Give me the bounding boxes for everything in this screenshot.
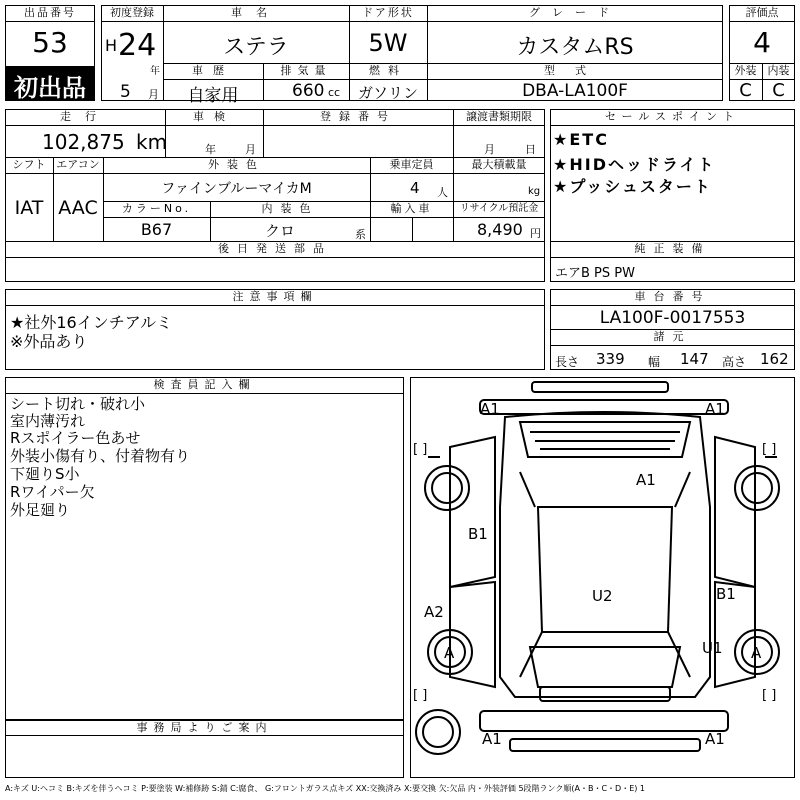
interior-color: クロ xyxy=(264,222,295,240)
shift-label: シフト xyxy=(12,158,46,171)
color: ファインブルーマイカM xyxy=(161,181,312,197)
name-label: 車名 xyxy=(231,6,281,19)
capacity-unit: 人 xyxy=(437,186,448,199)
door: 5W xyxy=(368,29,408,57)
office-label: 事務局よりご案内 xyxy=(136,721,273,734)
bracket: [ ] xyxy=(413,688,428,703)
transfer-label: 譲渡書類期限 xyxy=(466,110,532,123)
model-label: 型式 xyxy=(544,64,606,77)
recycle: 8,490 xyxy=(477,220,523,239)
month-unit: 月 xyxy=(148,88,159,101)
interior-label: 内装 xyxy=(767,64,790,77)
mileage: 102,875 xyxy=(42,130,125,154)
width-label: 幅 xyxy=(648,355,661,369)
lot-label: 出品番号 xyxy=(24,6,76,19)
chassis-number: LA100F-0017553 xyxy=(599,308,746,328)
mileage-label: 走行 xyxy=(60,110,110,123)
inspector-line: Rスポイラー色あせ xyxy=(10,429,141,447)
displacement-label: 排気量 xyxy=(280,64,332,77)
mark-front-right: A1 xyxy=(705,400,725,418)
model: DBA-LA100F xyxy=(522,81,628,101)
mark-right-rear-door: B1 xyxy=(716,585,736,603)
height-label: 高さ xyxy=(722,355,747,369)
interior-color-unit: 系 xyxy=(355,228,366,241)
legend: A:キズ U:ヘコミ B:キズを伴うヘコミ P:要塗装 W:補修跡 S:錆 C:腐食、 G:フロントガラス点キズ XX:交換済み X:要交換 欠:欠品 内・外装評価 5段階ランク順(A・B・C・D・E) 1 xyxy=(5,784,646,793)
import-label: 輸入車 xyxy=(390,202,433,215)
lot-number: 53 xyxy=(32,26,68,59)
first-listing-text: 初出品 xyxy=(14,74,86,102)
plate-label: 登録番号 xyxy=(320,110,396,123)
color-no-label: カラーNo. xyxy=(121,202,192,215)
mark-left-rear: A2 xyxy=(424,603,444,621)
equipment-label: 純正装備 xyxy=(634,242,711,255)
load-unit: kg xyxy=(528,186,541,197)
sales-point: ★HIDヘッドライト xyxy=(553,155,716,174)
mark-rear-right: A1 xyxy=(705,730,725,748)
interior: C xyxy=(772,80,785,101)
fuel: ガソリン xyxy=(357,84,418,102)
history: 自家用 xyxy=(187,86,239,106)
caution-line: ★社外16インチアルミ xyxy=(10,313,173,332)
car-name: ステラ xyxy=(223,35,289,60)
displacement: 660 xyxy=(292,81,325,101)
mark-front-left-wheel: A xyxy=(444,644,455,662)
bracket: [ ] xyxy=(413,442,428,457)
chassis-label: 車台番号 xyxy=(634,290,711,303)
inspector-line: 外装小傷有り、付着物有り xyxy=(10,447,191,465)
sales-point: ★ETC xyxy=(553,130,609,149)
equipment: エアB PS PW xyxy=(555,266,635,281)
width: 147 xyxy=(680,350,709,368)
exterior: C xyxy=(739,80,752,101)
inspector-line: シート切れ・破れ小 xyxy=(10,395,146,413)
insp-month-unit: 月 xyxy=(245,143,256,156)
spec-label: 諸元 xyxy=(653,330,692,343)
insp-year-unit: 年 xyxy=(205,143,216,156)
mark-roof: U2 xyxy=(592,587,613,605)
fuel-label: 燃料 xyxy=(369,64,407,77)
displacement-unit: cc xyxy=(328,86,341,99)
load-label: 最大積載量 xyxy=(471,158,527,171)
height: 162 xyxy=(760,350,789,368)
car-damage-diagram xyxy=(410,377,795,778)
year: 24 xyxy=(118,28,157,63)
mark-right-rear-quarter: U1 xyxy=(702,639,723,657)
score-label: 評価点 xyxy=(745,6,779,19)
grade: カスタムRS xyxy=(516,35,634,60)
recycle-label: リサイクル預託金 xyxy=(459,203,539,214)
reg-label: 初度登録 xyxy=(110,6,154,19)
mark-rear-right-wheel: A xyxy=(751,644,762,662)
color-label: 外装色 xyxy=(208,158,265,171)
bracket: [ ] xyxy=(762,688,777,703)
mark-rear-left: A1 xyxy=(482,730,502,748)
month: 5 xyxy=(120,82,131,102)
score: 4 xyxy=(753,26,771,59)
ac-label: エアコン xyxy=(56,158,100,171)
mark-front-left: A1 xyxy=(480,400,500,418)
door-label: ドア形状 xyxy=(362,6,414,19)
transfer-day-unit: 日 xyxy=(525,143,536,156)
sales-point: ★プッシュスタート xyxy=(553,177,712,196)
mark-left-front-door: B1 xyxy=(468,525,488,543)
year-unit: 年 xyxy=(150,66,160,77)
length-label: 長さ xyxy=(555,355,580,369)
interior-color-label: 内装色 xyxy=(261,202,319,215)
era: H xyxy=(105,36,118,55)
transfer-month-unit: 月 xyxy=(484,143,495,156)
caution-label: 注意事項欄 xyxy=(232,290,318,303)
history-label: 車歴 xyxy=(192,64,234,77)
inspector-line: Rワイパー欠 xyxy=(10,483,95,501)
inspector-line: 室内薄汚れ xyxy=(10,412,86,430)
bracket: [ ] xyxy=(762,442,777,457)
capacity: 4 xyxy=(410,179,420,197)
later-label: 後日発送部品 xyxy=(218,242,332,255)
ac: AAC xyxy=(58,197,98,219)
length: 339 xyxy=(596,350,625,368)
inspector-line: 外足廻り xyxy=(10,501,71,519)
inspection-label: 車検 xyxy=(193,110,235,123)
exterior-label: 外装 xyxy=(734,64,757,77)
mark-hood: A1 xyxy=(636,471,656,489)
color-no: B67 xyxy=(140,220,173,239)
inspector-line: 下廻りS小 xyxy=(10,465,80,483)
recycle-unit: 円 xyxy=(530,227,541,240)
sales-label: セールスポイント xyxy=(604,110,740,123)
inspector-label: 検査員記入欄 xyxy=(153,378,256,391)
grade-label: グレード xyxy=(529,6,621,19)
capacity-label: 乗車定員 xyxy=(389,158,434,171)
mileage-unit: km xyxy=(136,130,168,154)
caution-line: ※外品あり xyxy=(10,332,88,351)
shift: IAT xyxy=(14,197,44,219)
